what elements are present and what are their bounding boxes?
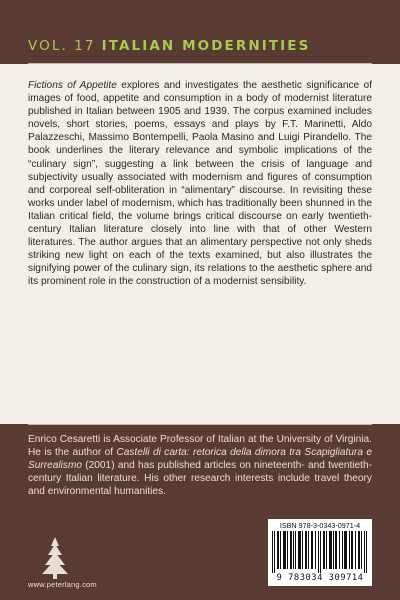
series-name: ITALIAN MODERNITIES xyxy=(101,38,311,54)
bio-book-title: Castelli di carta: retorica della dimora tra Scapigliatura e Surrealismo xyxy=(28,447,372,472)
isbn-digits: 9 783034 309714 xyxy=(276,573,364,583)
publisher-logo-icon xyxy=(42,536,68,580)
book-description xyxy=(28,79,372,289)
book-title: Fictions of Appetite xyxy=(28,80,117,91)
barcode-box xyxy=(268,519,372,586)
bio-text-1: Enrico Cesaretti is Associate Professor of Italian at the University of Virginia. He is the author of xyxy=(28,434,372,459)
isbn-label: ISBN 978-3-0343-0971-4 xyxy=(279,521,361,530)
author-bio xyxy=(28,433,372,498)
barcode-icon xyxy=(272,531,368,573)
publisher-website[interactable]: www.peterlang.com xyxy=(28,580,97,589)
description-text: explores and investigates the aesthetic significance of images of food, appetite and consumption in a body of modernist literature published in Italian between 1905 and 1939. The corpus examined includes novels, short stories, poems, essays and plays by F.T. Marinetti, Aldo Palazzeschi, Massimo Bontempelli, Paola Masino and Luigi Pirandello. The book underlines the literary relevance and symbolic implications of the “culinary sign”, suggesting a link between the crisis of language and subjectivity usually associated with modernism and figures of consumption and corporeal self-obliteration in “alimentary” discourse. In revisiting these works under label of modernism, which has traditionally been shunned in the Italian critical field, the volume brings critical discourse on early twentieth-century Italian literature closely into line with that of other Western literatures. The author argues that an alimentary perspective not only sheds striking new light on each of the texts examined, but also illustrates the signifying power of the culinary sign, its relations to the aesthetic sphere and its prominent role in the construction of a modernist sensibility. xyxy=(28,80,372,288)
series-heading xyxy=(28,38,372,54)
series-volume: VOL. 17 xyxy=(28,38,96,54)
bio-text-2: (2001) and has published articles on nineteenth- and twentieth-century Italian literature. His other research interests include travel theory and environmental humanities. xyxy=(28,460,372,498)
